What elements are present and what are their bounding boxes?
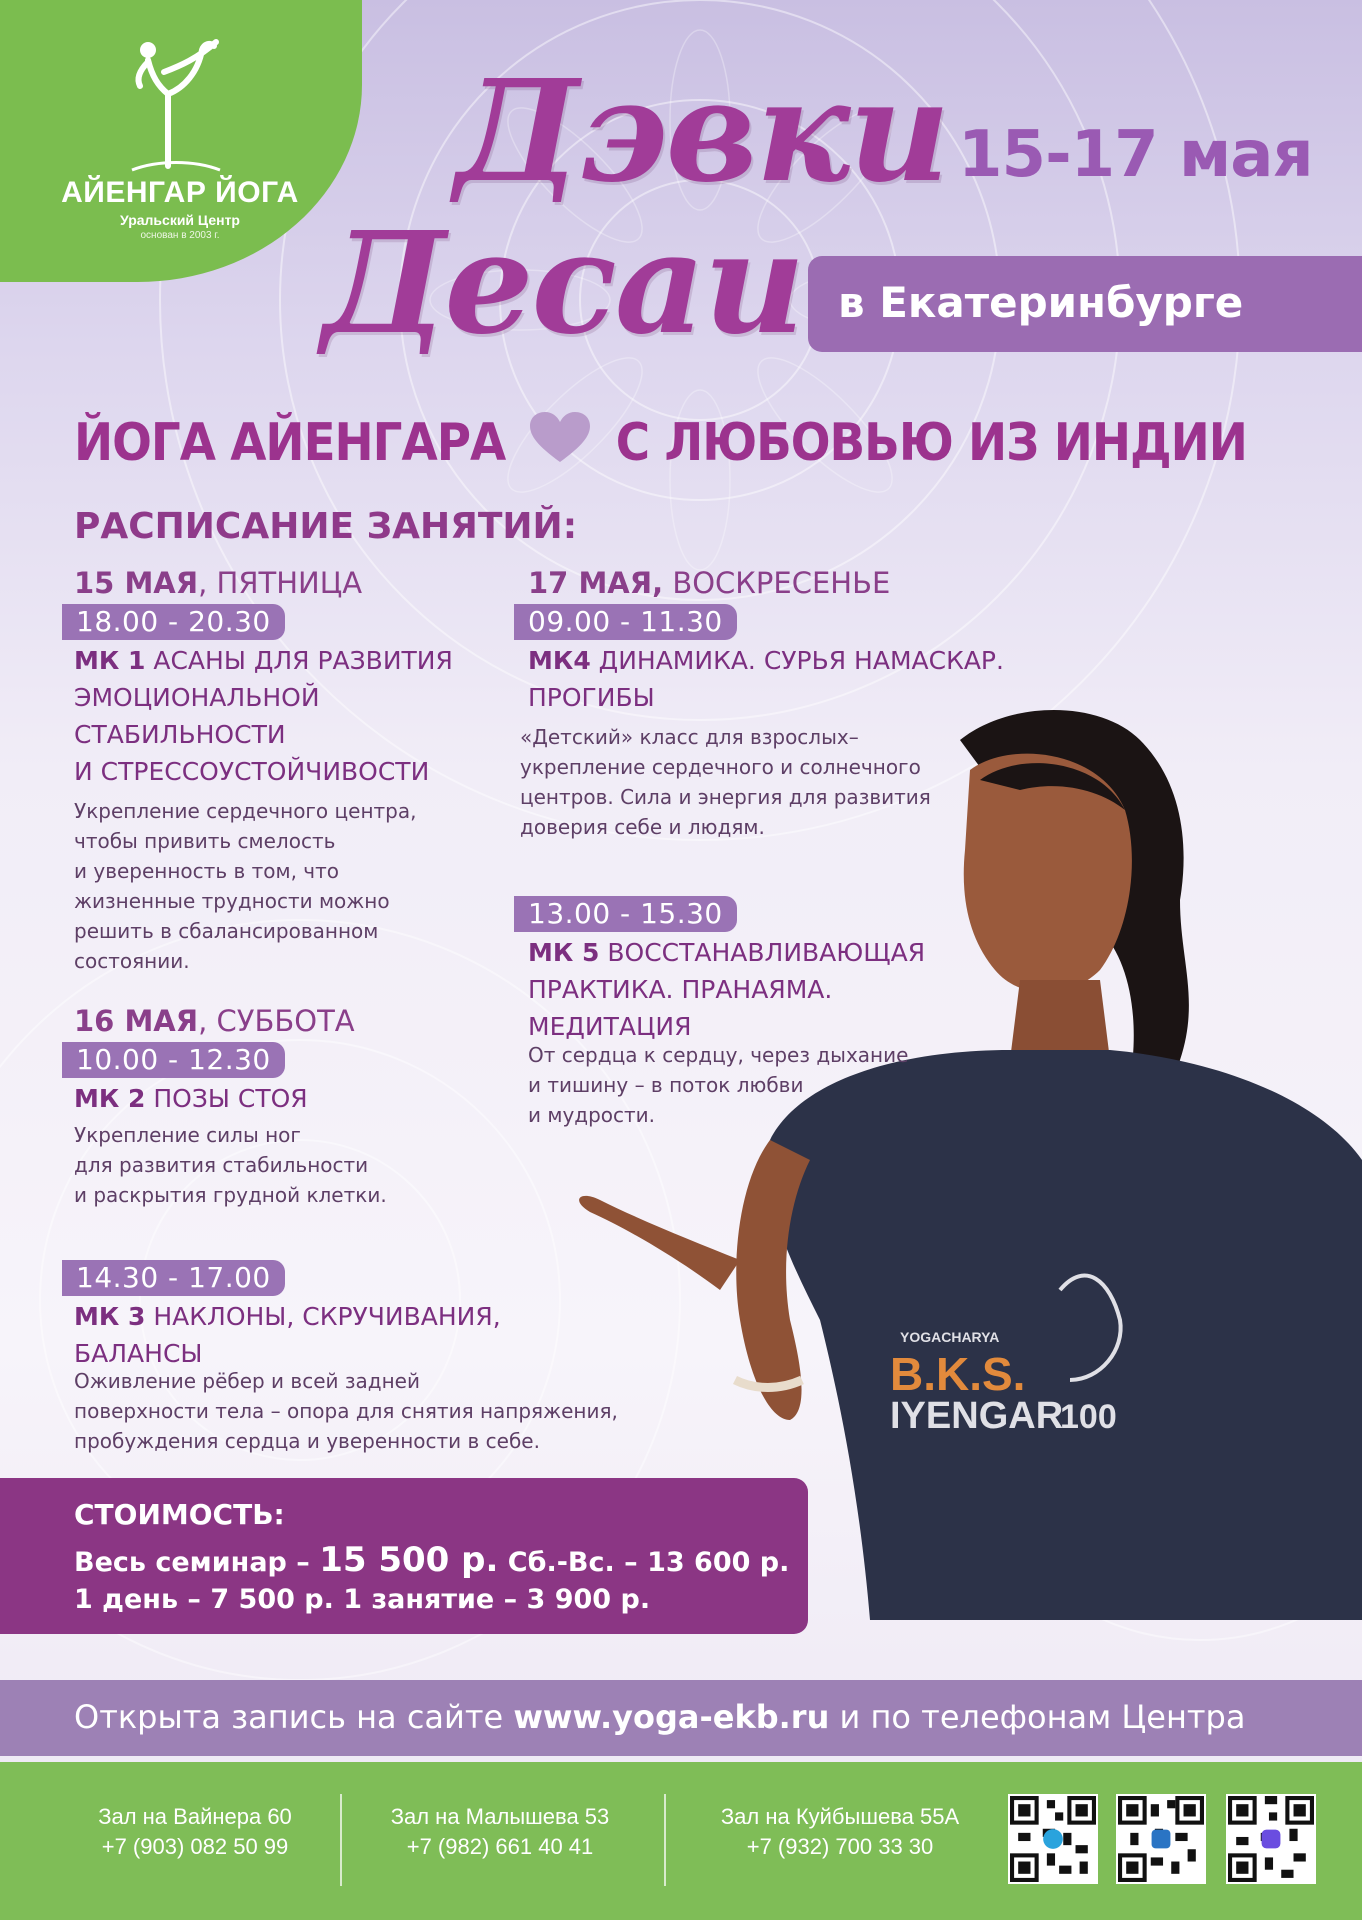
footer-divider bbox=[340, 1794, 342, 1886]
day-15-weekday: , ПЯТНИЦА bbox=[198, 566, 363, 600]
telegram-qr-code[interactable] bbox=[1008, 1794, 1098, 1884]
day-16-weekday: , СУББОТА bbox=[198, 1004, 355, 1038]
time-badge-mk2: 10.00 - 12.30 bbox=[62, 1042, 285, 1078]
price-class-label: 1 занятие – bbox=[333, 1584, 527, 1615]
day-17-date: 17 МАЯ, bbox=[528, 566, 664, 600]
time-badge-mk5: 13.00 - 15.30 bbox=[514, 896, 737, 932]
mk3-label: МК 3 bbox=[74, 1302, 146, 1331]
mk4-line1: ДИНАМИКА. СУРЬЯ НАМАСКАР. bbox=[590, 646, 1004, 675]
logo-badge bbox=[0, 0, 362, 282]
price-weekend-value: 13 600 р. bbox=[647, 1547, 790, 1578]
hall-kuibysheva bbox=[690, 1802, 990, 1862]
mk1-title bbox=[74, 642, 453, 790]
day-15-date: 15 МАЯ bbox=[74, 566, 199, 600]
price-full-label: Весь семинар – bbox=[74, 1547, 320, 1578]
mk4-title bbox=[528, 642, 1004, 716]
mk3-line1: НАКЛОНЫ, СКРУЧИВАНИЯ, bbox=[145, 1302, 501, 1331]
tagline-left: ЙОГА АЙЕНГАРА bbox=[74, 413, 506, 473]
mk3-desc-line: Оживление рёбер и всей задней bbox=[74, 1369, 420, 1393]
hall-vainera bbox=[60, 1802, 330, 1862]
mk3-line2: БАЛАНСЫ bbox=[74, 1339, 203, 1368]
hall-phone[interactable]: +7 (932) 700 33 30 bbox=[746, 1834, 934, 1859]
price-line-1 bbox=[74, 1540, 789, 1580]
price-panel bbox=[0, 1478, 808, 1634]
time-badge-mk1: 18.00 - 20.30 bbox=[62, 604, 285, 640]
price-day-value: 7 500 р. bbox=[210, 1584, 334, 1615]
shirt-print-number: 100 bbox=[1060, 1398, 1117, 1436]
mk3-desc-line: поверхности тела – опора для снятия напряжения, bbox=[74, 1399, 618, 1423]
mk5-title bbox=[528, 934, 925, 1045]
day-17-weekday: ВОСКРЕСЕНЬЕ bbox=[663, 566, 891, 600]
mk1-line4: И СТРЕССОУСТОЙЧИВОСТИ bbox=[74, 757, 430, 786]
price-weekend-label: Сб.-Вс. – bbox=[498, 1547, 648, 1578]
hall-name: Зал на Куйбышева 55А bbox=[720, 1804, 960, 1829]
price-line-2 bbox=[74, 1584, 650, 1615]
mk4-desc-line: центров. Сила и энергия для развития bbox=[520, 785, 931, 809]
signup-text bbox=[74, 1698, 1245, 1736]
tagline-right: С ЛЮБОВЬЮ ИЗ ИНДИИ bbox=[615, 413, 1247, 473]
mk1-desc-line: и уверенность в том, что bbox=[74, 859, 339, 883]
day-16-date: 16 МАЯ bbox=[74, 1004, 199, 1038]
logo-name: АЙЕНГАР ЙОГА bbox=[61, 176, 299, 209]
schedule-title: РАСПИСАНИЕ ЗАНЯТИЙ: bbox=[74, 506, 578, 547]
mk4-desc-line: укрепление сердечного и солнечного bbox=[520, 755, 921, 779]
price-day-label: 1 день – bbox=[74, 1584, 211, 1615]
mk5-description bbox=[528, 1040, 908, 1130]
hall-phone[interactable]: +7 (982) 661 40 41 bbox=[406, 1834, 594, 1859]
mk1-desc-line: решить в сбалансированном bbox=[74, 919, 379, 943]
price-title: СТОИМОСТЬ: bbox=[74, 1498, 285, 1531]
price-full-value: 15 500 р. bbox=[319, 1540, 499, 1580]
city-banner bbox=[808, 256, 1362, 352]
mk5-line1: ВОССТАНАВЛИВАЮЩАЯ bbox=[599, 938, 926, 967]
signup-site-link[interactable]: www.yoga-ekb.ru bbox=[513, 1698, 830, 1736]
mk1-label: МК 1 bbox=[74, 646, 146, 675]
mk3-description bbox=[74, 1366, 618, 1456]
mk4-label: МК4 bbox=[528, 646, 591, 675]
shirt-print-line3: IYENGAR bbox=[890, 1395, 1064, 1437]
mk2-text: ПОЗЫ СТОЯ bbox=[145, 1084, 308, 1113]
logo-subtitle: Уральский Центр bbox=[120, 212, 240, 228]
vk-qr-code[interactable] bbox=[1116, 1794, 1206, 1884]
event-title-line2: Десаи bbox=[322, 202, 804, 366]
qr-telegram-icon bbox=[1010, 1796, 1096, 1882]
footer bbox=[0, 1762, 1362, 1920]
mk1-line3: СТАБИЛЬНОСТИ bbox=[74, 720, 286, 749]
shirt-print-line2: B.K.S. bbox=[890, 1348, 1026, 1400]
hall-name: Зал на Малышева 53 bbox=[390, 1804, 610, 1829]
mk5-line2: ПРАКТИКА. ПРАНАЯМА. bbox=[528, 975, 833, 1004]
mk3-desc-line: пробуждения сердца и уверенности в себе. bbox=[74, 1429, 540, 1453]
signup-suffix: и по телефонам Центра bbox=[829, 1698, 1246, 1736]
hall-phone[interactable]: +7 (903) 082 50 99 bbox=[101, 1834, 289, 1859]
signup-banner bbox=[0, 1680, 1362, 1756]
hall-name: Зал на Вайнера 60 bbox=[98, 1804, 292, 1829]
mk2-desc-line: для развития стабильности bbox=[74, 1153, 369, 1177]
qr-max-icon bbox=[1228, 1796, 1314, 1882]
event-dates: 15-17 мая bbox=[958, 118, 1313, 192]
mk2-label: МК 2 bbox=[74, 1084, 146, 1113]
logo-founded: основан в 2003 г. bbox=[140, 230, 220, 241]
mk5-desc-line: и тишину – в поток любви bbox=[528, 1073, 804, 1097]
time-badge-mk4: 09.00 - 11.30 bbox=[514, 604, 737, 640]
day-16-heading bbox=[74, 1004, 355, 1038]
event-title-line1: Дэвки bbox=[455, 50, 949, 214]
mk5-label: МК 5 bbox=[528, 938, 600, 967]
mk1-line1: АСАНЫ ДЛЯ РАЗВИТИЯ bbox=[145, 646, 453, 675]
mk2-description bbox=[74, 1120, 387, 1210]
qr-vk-icon bbox=[1118, 1796, 1204, 1882]
mk5-line3: МЕДИТАЦИЯ bbox=[528, 1012, 692, 1041]
mk3-title bbox=[74, 1298, 501, 1372]
mk1-desc-line: состоянии. bbox=[74, 949, 190, 973]
day-17-heading bbox=[528, 566, 890, 600]
mk1-description bbox=[74, 796, 416, 976]
mk2-desc-line: и раскрытия грудной клетки. bbox=[74, 1183, 387, 1207]
mk2-title bbox=[74, 1080, 308, 1117]
mk5-desc-line: От сердца к сердцу, через дыхание bbox=[528, 1043, 909, 1067]
mk4-line2: ПРОГИБЫ bbox=[528, 683, 655, 712]
mk1-desc-line: чтобы привить смелость bbox=[74, 829, 336, 853]
signup-prefix: Открыта запись на сайте bbox=[74, 1698, 514, 1736]
mk1-desc-line: Укрепление сердечного центра, bbox=[74, 799, 417, 823]
mk1-desc-line: жизненные трудности можно bbox=[74, 889, 390, 913]
heart-icon bbox=[530, 412, 590, 464]
max-qr-code[interactable] bbox=[1226, 1794, 1316, 1884]
shirt-print-line1: YOGACHARYA bbox=[900, 1329, 1000, 1345]
footer-divider bbox=[664, 1794, 666, 1886]
mk2-desc-line: Укрепление силы ног bbox=[74, 1123, 301, 1147]
mk5-desc-line: и мудрости. bbox=[528, 1103, 656, 1127]
tagline bbox=[74, 412, 1334, 476]
yoga-figure-icon bbox=[128, 36, 224, 172]
city-text: в Екатеринбурге bbox=[838, 278, 1244, 327]
hall-malysheva bbox=[360, 1802, 640, 1862]
mk4-description bbox=[520, 722, 931, 842]
day-15-heading bbox=[74, 566, 362, 600]
mk1-line2: ЭМОЦИОНАЛЬНОЙ bbox=[74, 683, 320, 712]
price-class-value: 3 900 р. bbox=[526, 1584, 651, 1615]
mk4-desc-line: «Детский» класс для взрослых– bbox=[520, 725, 859, 749]
time-badge-mk3: 14.30 - 17.00 bbox=[62, 1260, 285, 1296]
mk4-desc-line: доверия себе и людям. bbox=[520, 815, 765, 839]
